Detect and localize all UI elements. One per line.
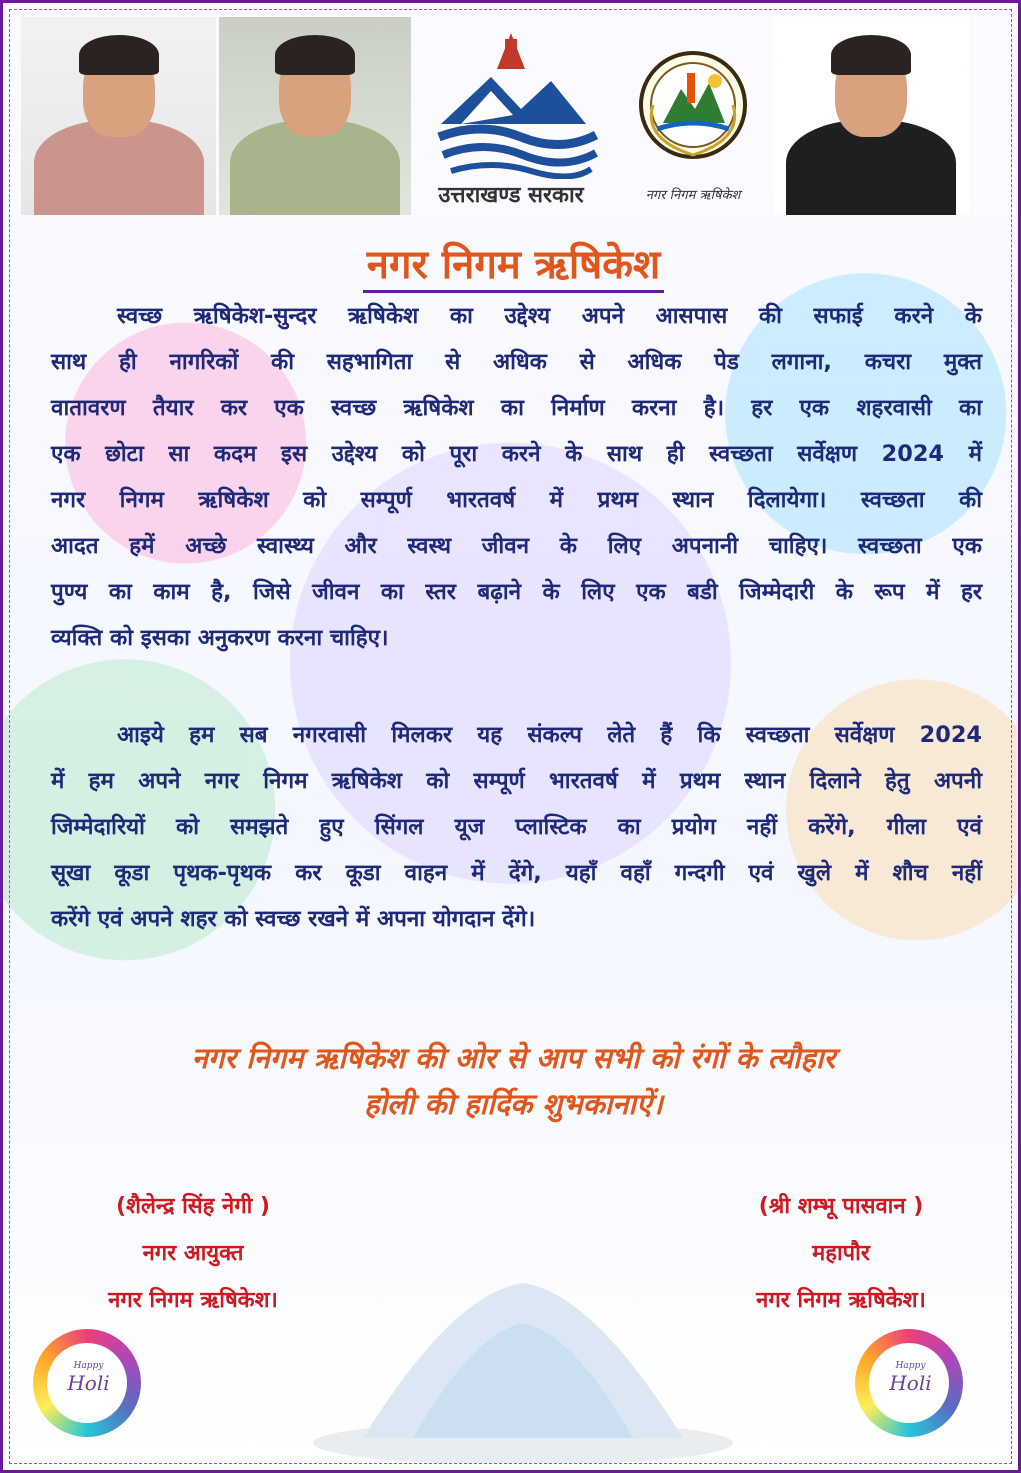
commissioner-signature [33, 1183, 353, 1324]
paragraph-line: में हम अपने नगर निगम ऋषिकेश को सम्पूर्ण भारतवर्ष में प्रथम स्थान दिलाने हेतु अपनी [51, 768, 982, 794]
signatory-name: (शैलेन्द्र सिंह नेगी ) [116, 1194, 270, 1219]
nagar-nigam-seal-icon [623, 43, 763, 183]
uttarakhand-government-logo [421, 29, 601, 215]
paragraph-line: वातावरण तैयार कर एक स्वच्छ ऋषिकेश का निर्माण करना है। हर एक शहरवासी का [51, 395, 982, 421]
badge-small-text: Happy [73, 1361, 104, 1371]
paragraph-line: एक छोटा सा कदम इस उद्देश्य को पूरा करने के साथ ही स्वच्छता सर्वेक्षण 2024 में [51, 441, 982, 467]
minister-photo [219, 17, 411, 215]
mayor-signature [681, 1183, 1001, 1324]
holi-greeting [3, 1035, 1021, 1127]
badge-small-text: Happy [895, 1361, 926, 1371]
signatory-designation: नगर आयुक्त [142, 1241, 244, 1266]
page-title [3, 235, 1021, 290]
mayor-photo [773, 17, 969, 215]
signatory-designation: महापौर [812, 1241, 870, 1266]
portrait-hair [275, 35, 355, 75]
paragraph-line: आइये हम सब नगरवासी मिलकर यह संकल्प लेते हैं कि स्वच्छता सर्वेक्षण 2024 [117, 722, 982, 748]
pledge-paragraph [51, 712, 982, 942]
greeting-line: होली की हार्दिक शुभकानाऐं। [364, 1087, 663, 1121]
paragraph-line: पुण्य का काम है, जिसे जीवन का स्तर बढ़ाने के लिए एक बडी जिम्मेदारी के रूप में हर [51, 579, 982, 605]
paragraph-line: व्यक्ति को इसका अनुकरण करना चाहिए। [51, 625, 389, 651]
nagar-nigam-logo [623, 43, 763, 215]
nagar-nigam-logo-caption: नगर निगम ऋषिकेश [645, 188, 741, 203]
cleanliness-paragraph [51, 293, 982, 661]
signatory-organization: नगर निगम ऋषिकेश। [756, 1288, 926, 1313]
happy-holi-badge [843, 1323, 978, 1443]
greeting-line: नगर निगम ऋषिकेश की ओर से आप सभी को रंगों के त्यौहार [191, 1041, 836, 1075]
signatory-organization: नगर निगम ऋषिकेश। [108, 1288, 278, 1313]
portrait-hair [831, 35, 911, 75]
paragraph-line: साथ ही नागरिकों की सहभागिता से अधिक से अधिक पेड लगाना, कचरा मुक्त [51, 349, 982, 375]
uttarakhand-logo-caption: उत्तराखण्ड सरकार [438, 183, 584, 208]
paragraph-line: सूखा कूडा पृथक-पृथक कर कूडा वाहन में देंगे, यहाँ वहाँ गन्दगी एवं खुले में शौच नहीं [51, 860, 982, 886]
paragraph-line: करेंगे एवं अपने शहर को स्वच्छ रखने में अपना योगदान देंगे। [51, 906, 536, 932]
portrait-hair [79, 35, 159, 75]
chief-minister-photo [21, 17, 216, 215]
signatory-name: (श्री शम्भू पासवान ) [758, 1194, 924, 1219]
badge-big-text: Holi [67, 1371, 110, 1395]
badge-big-text: Holi [889, 1371, 932, 1395]
paragraph-line: स्वच्छ ऋषिकेश-सुन्दर ऋषिकेश का उद्देश्य अपने आसपास की सफाई करने के [117, 303, 982, 329]
paragraph-line: जिम्मेदारियों को समझते हुए सिंगल यूज प्लास्टिक का प्रयोग नहीं करेंगे, गीला एवं [51, 814, 982, 840]
happy-holi-badge [21, 1323, 156, 1443]
page-title-text: नगर निगम ऋषिकेश [363, 242, 664, 293]
color-powder-illustration [303, 1253, 743, 1463]
paragraph-line: आदत हमें अच्छे स्वास्थ्य और स्वस्थ जीवन के लिए अपनानी चाहिए। स्वच्छता एक [51, 533, 982, 559]
paragraph-line: नगर निगम ऋषिकेश को सम्पूर्ण भारतवर्ष में प्रथम स्थान दिलायेगा। स्वच्छता की [51, 487, 982, 513]
uttarakhand-emblem-icon [421, 29, 601, 179]
